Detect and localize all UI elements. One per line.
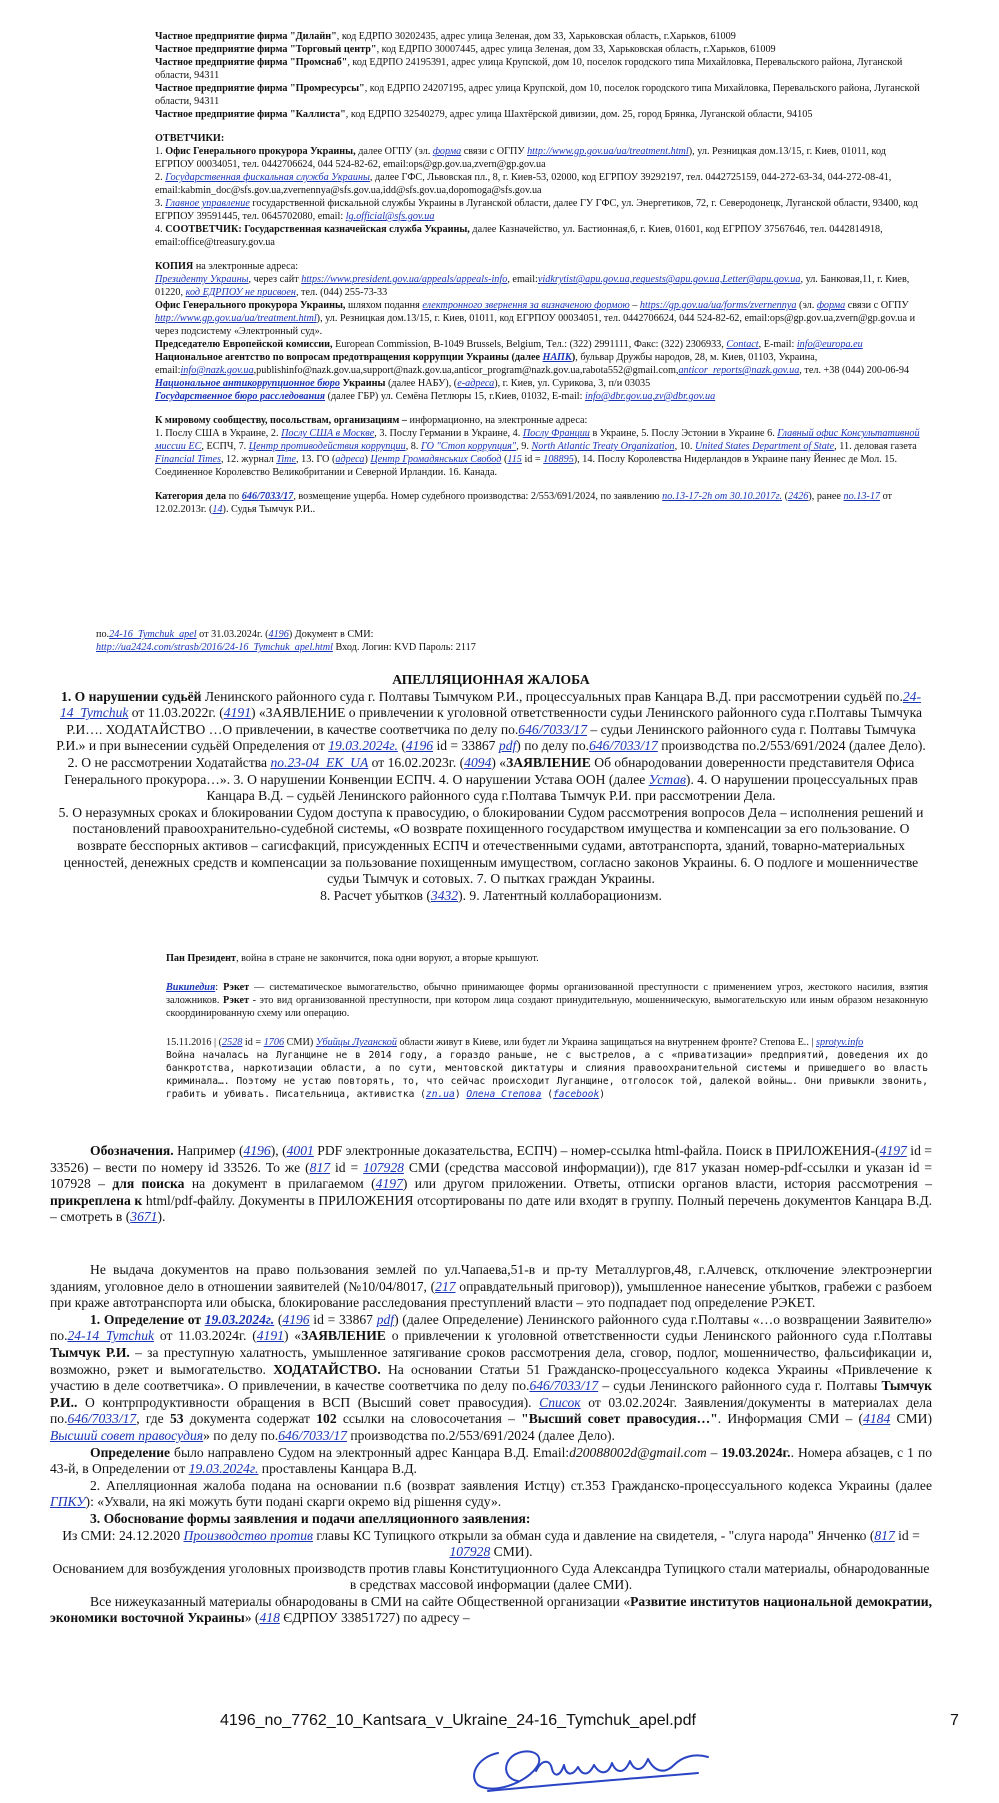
link[interactable]: електронного звернення за визначеною формою: [422, 300, 630, 311]
complaint-point-1: 1. О нарушении судьёй Ленинского районного суда г. Полтавы Тымчуком Р.И., процессуальных прав Канцара В.Д. при рассмотрении судьёй по.24-14_Tymchuk от 11.03.2022г. (4191) «ЗАЯВЛЕНИЕ о привлечении к уголовной ответственности судьи Ленинского районного суда г.Полтавы Тымчука Р.И…. ХОДАТАЙСТВО …О привлечении, в качестве соответчика по делу по.646/7033/17 – судьи Ленинского районного суда г. Полтавы Тымчука Р.И.» и при вынесении судьёй Определения от 19.03.2024г. (4196 id = 33867 pdf) по делу по.646/7033/17 производства по.2/553/691/2024 (далее Дело).: [56, 688, 926, 754]
world-title: К мировому сообществу, посольствам, организациям – информационно, на электронные адреса:: [155, 415, 588, 426]
link[interactable]: Financial Times: [155, 454, 221, 465]
link[interactable]: Производство против: [183, 1527, 313, 1543]
link[interactable]: Национальное антикоррупционное бюро: [155, 378, 340, 389]
footer-filename: 4196_no_7762_10_Kantsara_v_Ukraine_24-16_Tymchuk_apel.pdf: [220, 1712, 696, 1729]
link[interactable]: форма: [432, 146, 462, 157]
link[interactable]: Государственное бюро расследования: [155, 391, 326, 402]
link[interactable]: 115: [507, 454, 522, 465]
link[interactable]: 4196: [282, 1311, 310, 1327]
link[interactable]: 646/7033/17: [67, 1411, 137, 1427]
link[interactable]: 4196: [405, 738, 434, 754]
link[interactable]: pdf: [498, 738, 517, 754]
link[interactable]: info@europa.eu: [796, 339, 863, 350]
section-3-materials: Все нижеуказанный материалы обнародованы в СМИ на сайте Общественной организации «Развитие институтов национальной демократии, экономики восточной Украины» (418 ЄДРПОУ 33851727) по адресу –: [50, 1593, 932, 1626]
link[interactable]: 2426: [787, 491, 809, 502]
link[interactable]: форма: [816, 300, 846, 311]
link[interactable]: 4191: [223, 705, 251, 721]
link[interactable]: 107928: [449, 1544, 491, 1560]
link[interactable]: 24-14_Tymchuk: [59, 688, 921, 721]
enterprise-line: Частное предприятие фирма "Промресурсы", код ЕДРПО 24207195, адрес улица Крупской, дом 10, поселок городского типа Михайловка, Перевальского района, Луганской области, 94311: [155, 83, 920, 107]
link[interactable]: адреса: [335, 454, 365, 465]
link[interactable]: lg.official@sfs.gov.ua: [345, 211, 435, 222]
quote-media: 15.11.2016 | (2528 id = 1706 СМИ) Убийцы Луганской области живут в Киеве, или будет ли Украина защищаться на внутреннем фронте? Степова Е.. | sprotyv.info: [166, 1037, 864, 1048]
link[interactable]: 24-14_Tymchuk: [67, 1328, 155, 1344]
link[interactable]: zn.ua: [425, 1089, 455, 1100]
link[interactable]: Президенту Украины: [155, 274, 249, 285]
link[interactable]: Главное управление: [165, 198, 250, 209]
intro-paragraph: Не выдача документов на право пользования землей по ул.Чапаева,51-в и пр-ту Металлургов,48, г.Алчевск, отключение электроэнергии зданиям, уголовное дело в отношении заявителей (№10/04/8017, (217 оправдательный приговор)), умышленное нанесение убытков, грабежи с разбоем при краже автотранспорта или обыска, блокирование расследования преступлений власти – это подпадает под определение РЭКЕТ.: [50, 1262, 932, 1311]
link[interactable]: Центр противодействия коррупции: [248, 441, 406, 452]
quote-wikipedia: Википедия: Рэкет — систематическое вымогательство, обычно принимающее формы организованной преступности с применением угроз, жестокого насилия, взятия заложников. Рэкет - это вид организованной преступности, при котором лица создают принудительную, мошенническую, вымогательскую или иным образом незаконную скоординированную схему или операцию.: [166, 982, 928, 1019]
link[interactable]: 108895: [543, 454, 574, 465]
link[interactable]: Список: [539, 1394, 581, 1410]
notation-block: [50, 1143, 932, 1226]
link[interactable]: 646/7033/17: [529, 1378, 599, 1394]
link[interactable]: Contact: [726, 339, 759, 350]
section-3-title: 3. Обоснование формы заявления и подачи апелляционного заявления:: [90, 1510, 531, 1526]
copy-5: Национальное антикоррупционное бюро Украины (далее НАБУ), (e-адреса), г. Киев, ул. Сурикова, 3, п/и 03035: [155, 378, 651, 389]
enterprise-line: Частное предприятие фирма "Торговый центр", код ЕДРПО 30007445, адрес улица Зеленая, дом 33, Харьковская область, г.Харьков, 61009: [155, 44, 776, 55]
link[interactable]: 14: [212, 504, 223, 515]
page-number: 7: [950, 1712, 959, 1729]
respondent-3: 3. Главное управление государственной фискальной службы Украины в Луганской области, далее ГУ ГФС, ул. Энергетиков, 72, г. Северодонецк, Луганской области, 93400, код ЕГРПОУ 39591445, тел. 0645702080, email: lg.official@sfs.gov.ua: [155, 198, 918, 222]
link[interactable]: код ЕДРПОУ не присвоен: [185, 287, 296, 298]
complaint-point-5: 5. О неразумных сроках и блокировании Судом доступа к правосудию, о блокировании Судом рассмотрения вопросов Дела – исполнения решений и постановлений правоохранительно-судебной системы, «О возврате похищенного государством имущества и компенсации за его пользование. О возврате бесспорных активов – сагисфакций, присужденных ЕСПЧ и отечественными судами, автотранспорта, зданий, товарно-материальных ценностей, денежных средств и компенсации за пользование похищенным имуществом, согласно законов Украины. 6. О подлоге и мошенничестве судьи Тымчук и сотовых. 7. О пытках граждан Украины.: [58, 804, 924, 887]
copy-3: Председателю Европейской комиссии, European Commission, B-1049 Brussels, Belgium, Тел.: (322) 2991111, Факс: (322) 2306933, Contact, E-mail: info@europa.eu: [155, 339, 863, 350]
link[interactable]: 646/7033/17: [241, 491, 294, 502]
complaint-title: АПЕЛЛЯЦИОННАЯ ЖАЛОБА: [392, 672, 590, 687]
link[interactable]: North Atlantic Treaty Organization: [531, 441, 675, 452]
link[interactable]: 817: [874, 1527, 895, 1543]
link[interactable]: info@dbr.gov.ua,zv@dbr.gov.ua: [585, 391, 716, 402]
copy-4: Национальное агентство по вопросам предотвращения коррупции Украины (далее НАПК), бульвар Дружбы народов, 28, м. Киев, 01103, Украина, email:info@nazk.gov.ua,publishinfo@nazk.gov.ua,support@nazk.gov.ua,anticor_program@nazk.gov.ua,rabota552@gmail.com,anticor_reports@nazk.gov.ua, тел. +38 (044) 200-06-94: [155, 352, 910, 376]
link[interactable]: Устав: [648, 771, 686, 787]
signature-icon: [458, 1735, 738, 1797]
link[interactable]: Центр Громадянських Свобод: [370, 454, 502, 465]
copy-1: Президенту Украины, через сайт https://www.president.gov.ua/appeals/appeals-info, email:vidkrytist@apu.gov.ua,requests@apu.gov.ua,Letter@apu.gov.ua, ул. Банковая,11, г. Киев, 01220, код ЕДРПОУ не присвоен, тел. (044) 255-73-33: [155, 274, 910, 298]
complaint-point-8: 8. Расчет убытков (3432). 9. Латентный коллаборационизм.: [320, 887, 662, 903]
quote-president: Пан Президент, война в стране не закончится, пока одни воруют, а вторые крышуют.: [166, 953, 539, 964]
quote-media-text: Война началась на Луганщине не в 2014 году, а гораздо раньше, не с выстрелов, а с «приватизации» предприятий, доведения их до банкротства, наркотизации области, а по сути, ментовской диктатуры и слияния правоохранительной системы и пришедшего во власть криминала…. Поэтому не устаю повторять, то, что сейчас происходит Луганщине, отголосок той, далекой войны…. Они привыкли звонить, грабить и убивать. Писательница, активистка (zn.ua) Олена Степова (facebook): [166, 1050, 928, 1100]
link[interactable]: 4191: [256, 1328, 284, 1344]
link[interactable]: по.13-17-2h от 30.10.2017г.: [662, 491, 783, 502]
link[interactable]: 19.03.2024г.: [204, 1311, 275, 1327]
link[interactable]: 217: [435, 1278, 456, 1294]
link[interactable]: 2528: [222, 1037, 243, 1048]
header-block: [155, 30, 927, 516]
link[interactable]: ГПКУ: [50, 1494, 86, 1510]
link[interactable]: 19.03.2024г.: [188, 1461, 259, 1477]
link[interactable]: http://www.gp.gov.ua/ua/treatment.html: [155, 313, 317, 324]
link[interactable]: Time: [276, 454, 297, 465]
link[interactable]: info@nazk.gov.ua: [180, 365, 254, 376]
body-block: [50, 1262, 932, 1627]
link[interactable]: Послу США в Москве: [281, 428, 375, 439]
link[interactable]: 4001: [286, 1143, 314, 1158]
quotes-block: [166, 952, 928, 1101]
world-list: 1. Послу США в Украине, 2. Послу США в Москве, 3. Послу Германии в Украине, 4. Послу Франции в Украине, 5. Послу Эстонии в Украине 6. Главный офис Консультативной миссии ЕС, ЕСПЧ, 7. Центр противодействия коррупции, 8. ГО "Стоп коррупция", 9. North Atlantic Treaty Organization, 10. United States Department of State, 11. деловая газета Financial Times, 12. журнал Time, 13. ГО (адреса) Центр Громадянських Свобод (115 id = 108895), 14. Послу Королевства Нидерландов в Украине пану Йеннес де Мол. 15. Соединенное Королевство Великобритании и Северной Ирландии. 16. Канада.: [155, 428, 920, 478]
case-category: Категория дела по 646/7033/17, возмещение ущерба. Номер судебного производства: 2/553/691/2024, по заявлению по.13-17-2h от 30.10.2017г. (2426), ранее по.13-17 от 12.02.2013г. (14). Судья Тымчук Р.И..: [155, 491, 892, 515]
link[interactable]: 4196: [243, 1143, 271, 1158]
link[interactable]: Википедия: [166, 982, 216, 993]
link[interactable]: 646/7033/17: [589, 738, 658, 754]
respondents-title: ОТВЕТЧИКИ:: [155, 133, 225, 144]
notation-paragraph: Обозначения. Например (4196), (4001 PDF электронные доказательства, ЕСПЧ) – номер-ссылка html-файла. Поиск в ПРИЛОЖЕНИЯ-(4197 id = 33526) – вести по номеру id 33526. То же (817 id = 107928 СМИ (средства массовой информации)), где 817 указан номер-pdf-ссылки и указан id = 107928 – для поиска на документ в прилагаемом (4197) или другом приложении. Ответы, отписки органов власти, история рассмотрения – прикреплена к html/pdf-файлу. Документы в ПРИЛОЖЕНИЯ отсортированы по дате или входят в группу. Полный перечень документов Канцара В.Д. – смотреть в (3671).: [50, 1143, 932, 1225]
link[interactable]: Убийцы Луганской: [315, 1037, 397, 1048]
link[interactable]: Государственная фискальная служба Украины: [165, 172, 370, 183]
respondent-2: 2. Государственная фискальная служба Украины, далее ГФС, Львовская пл., 8, г. Киев-53, 02000, код ЕГРПОУ 39292197, тел. 0442725159, 044-272-63-34, 044-272-08-41, email:kabmin_doc@sfs.gov.ua,zvernennya@sfs.gov.ua,idd@sfs.gov.ua,dopomoga@sfs.gov.ua: [155, 172, 892, 196]
link[interactable]: http://ua2424.com/strasb/2016/24-16_Tymchuk_apel.html: [96, 642, 333, 653]
link[interactable]: ГО "Стоп коррупция": [420, 441, 517, 452]
link[interactable]: по.13-17: [843, 491, 881, 502]
link[interactable]: 4196: [268, 629, 289, 640]
link[interactable]: 19.03.2024г.: [328, 738, 398, 754]
link[interactable]: sprotyv.info: [816, 1037, 864, 1048]
link[interactable]: 4197: [375, 1176, 403, 1192]
link[interactable]: 817: [309, 1159, 331, 1175]
link[interactable]: 418: [259, 1610, 280, 1626]
link[interactable]: anticor_reports@nazk.gov.ua: [678, 365, 800, 376]
respondent-1: 1. Офис Генерального прокурора Украины, далее ОГПУ (эл. форма связи с ОГПУ http://www.gp.gov.ua/ua/treatment.html), ул. Резницкая дом.13/15, г. Киев, 01011, код ЕГРПОУ 00034051, тел. 0442706624, 044 524-82-62, email:ops@gp.gov.ua,zvern@gp.gov.ua: [155, 146, 886, 170]
link[interactable]: https://www.president.gov.ua/appeals/appeals-info: [301, 274, 508, 285]
appeal-reference: по.24-16_Tymchuk_apel от 31.03.2024г. (4196) Документ в СМИ: http://ua2424.com/strasb/2016/24-16_Tymchuk_apel.html Вход. Логин: KVD Пароль: 2117: [96, 629, 476, 653]
link[interactable]: facebook: [553, 1089, 600, 1100]
link[interactable]: Высший совет правосудия: [50, 1427, 204, 1443]
link[interactable]: https://gp.gov.ua/ua/forms/zvernennya: [639, 300, 797, 311]
enterprise-line: Частное предприятие фирма "Промснаб", код ЕДРПО 24195391, адрес улица Крупской, дом 10, поселок городского типа Михайловка, Перевальского района, Луганской области, 94311: [155, 57, 903, 81]
definition-paragraph: Определение было направлено Судом на электронный адрес Канцара В.Д. Email:d20088002d@gmail.com – 19.03.2024г.. Номера абзацев, с 1 по 43-й, в Определении от 19.03.2024г. проставлены Канцара В.Д.: [50, 1444, 933, 1477]
link[interactable]: Олена Степова: [466, 1089, 542, 1100]
copy-title: КОПИЯ на электронные адреса:: [155, 261, 299, 272]
link[interactable]: 1706: [263, 1037, 285, 1048]
link[interactable]: http://www.gp.gov.ua/ua/treatment.html: [527, 146, 689, 157]
enterprise-line: Частное предприятие фирма "Каллиста", код ЕДРПО 32540279, адрес улица Шахтёрской дивизии, дом. 25, город Брянка, Луганской области, 94105: [155, 109, 813, 120]
section-1: 1. Определение от 19.03.2024г. (4196 id = 33867 pdf) (далее Определение) Ленинского районного суда г.Полтавы «…о возвращении Заявителю» по.24-14_Tymchuk от 11.03.2024г. (4191) «ЗАЯВЛЕНИЕ о привлечении к уголовной ответственности судьи Ленинского районного суда г.Полтавы Тымчук Р.И. – за преступную халатность, умышленное затягивание сроков рассмотрения дела, сговор, подлог, мошенничество, фальсификации и, возможно, рэкет и вымогательство. ХОДАТАЙСТВО. На основании Статьи 51 Гражданско-процессуального кодекса Украины «Привлечение к участию в деле соответчика». О привлечении, в качестве соответчика по делу по.646/7033/17 – судьи Ленинского районного суда г. Полтавы Тымчук Р.И.. О контрпродуктивности обращения в ВСП (Высший совет правосудия). Список от 03.02.2024г. Заявления/документы в материалах дела по.646/7033/17, где 53 документа содержат 102 ссылки на словосочетания – "Высший совет правосудия…". Информация СМИ – (4184 СМИ) Высший совет правосудия» по делу по.646/7033/17 производства по.2/553/691/2024 (далее Дело).: [50, 1311, 933, 1443]
complaint-point-2: 2. О не рассмотрении Ходатайства по.23-04_EK_UA от 16.02.2023г. (4094) «ЗАЯВЛЕНИЕ Об обнародовании доверенности представителя Офиса Генерального прокурора…». 3. О нарушении Конвенции ЕСПЧ. 4. О нарушении Устава ООН (далее Устав). 4. О нарушении процессуальных прав Канцара В.Д. – судьёй Ленинского районного суда г.Полтава Тымчук Р.И. при рассмотрении Дела.: [64, 754, 918, 804]
respondent-4: 4. СООТВЕТЧИК: Государственная казначейская служба Украины, далее Казначейство, ул. Бастионная,6, г. Киев, 01601, код ЕГРПОУ 37567646, тел. 0442814918, email:office@treasury.gov.ua: [155, 224, 883, 248]
link[interactable]: 107928: [363, 1159, 404, 1175]
copy-2: Офис Генерального прокурора Украины, шляхом подання електронного звернення за визначеною формою – https://gp.gov.ua/ua/forms/zvernennya (эл. форма связи с ОГПУ http://www.gp.gov.ua/ua/treatment.html), ул. Резницкая дом.13/15, г. Киев, 01011, код ЕГРПОУ 00034051, тел. 0442706624, 044 524-82-62, email:ops@gp.gov.ua,zvern@gp.gov.ua и через подсистему «Электронный суд».: [155, 300, 916, 337]
link[interactable]: United States Department of State: [694, 441, 835, 452]
link[interactable]: 4184: [863, 1411, 891, 1427]
complaint-block: [50, 672, 932, 904]
enterprise-line: Частное предприятие фирма "Дилайн", код ЕДРПО 30202435, адрес улица Зеленая, дом 33, Харьковская область, г.Харьков, 61009: [155, 31, 736, 42]
link[interactable]: 3671: [130, 1209, 158, 1225]
section-2: 2. Апелляционная жалоба подана на основании п.6 (возврат заявления Истцу) ст.353 Гражданско-процессуального кодекса Украины (далее ГПКУ): «Ухвали, на які можуть бути подані скарги окремо від рішення суду».: [50, 1477, 932, 1510]
link[interactable]: 646/7033/17: [518, 721, 588, 737]
link[interactable]: 3432: [430, 887, 459, 903]
link[interactable]: НАПК: [542, 352, 572, 363]
link[interactable]: Главный офис Консультативной миссии ЕС: [155, 428, 920, 452]
link[interactable]: по.23-04_EK_UA: [270, 754, 369, 770]
link[interactable]: 24-16_Tymchuk_apel: [109, 629, 197, 640]
link[interactable]: Послу Франции: [522, 428, 590, 439]
link[interactable]: vidkrytist@apu.gov.ua,requests@apu.gov.ua,Letter@apu.gov.ua: [537, 274, 801, 285]
link[interactable]: 4197: [879, 1143, 907, 1158]
link[interactable]: 4094: [464, 754, 492, 770]
section-3-basis: Основанием для возбуждения уголовных производств против главы Конституционного Суда Александра Тупицкого стали материалы, обнародованные в средствах массовой информации (далее СМИ).: [52, 1560, 930, 1593]
section-3-media: Из СМИ: 24.12.2020 Производство против главы КС Тупицкого открыли за обман суда и давление на свидетеля, - "слуга народа" Янченко (817 id = 107928 СМИ).: [62, 1527, 920, 1560]
link[interactable]: 646/7033/17: [278, 1427, 347, 1443]
link[interactable]: e-адреса: [457, 378, 495, 389]
link[interactable]: pdf: [376, 1311, 395, 1327]
copy-6: Государственное бюро расследования (далее ГБР) ул. Семёна Петлюры 15, г.Киев, 01032, E-mail: info@dbr.gov.ua,zv@dbr.gov.ua: [155, 391, 716, 402]
